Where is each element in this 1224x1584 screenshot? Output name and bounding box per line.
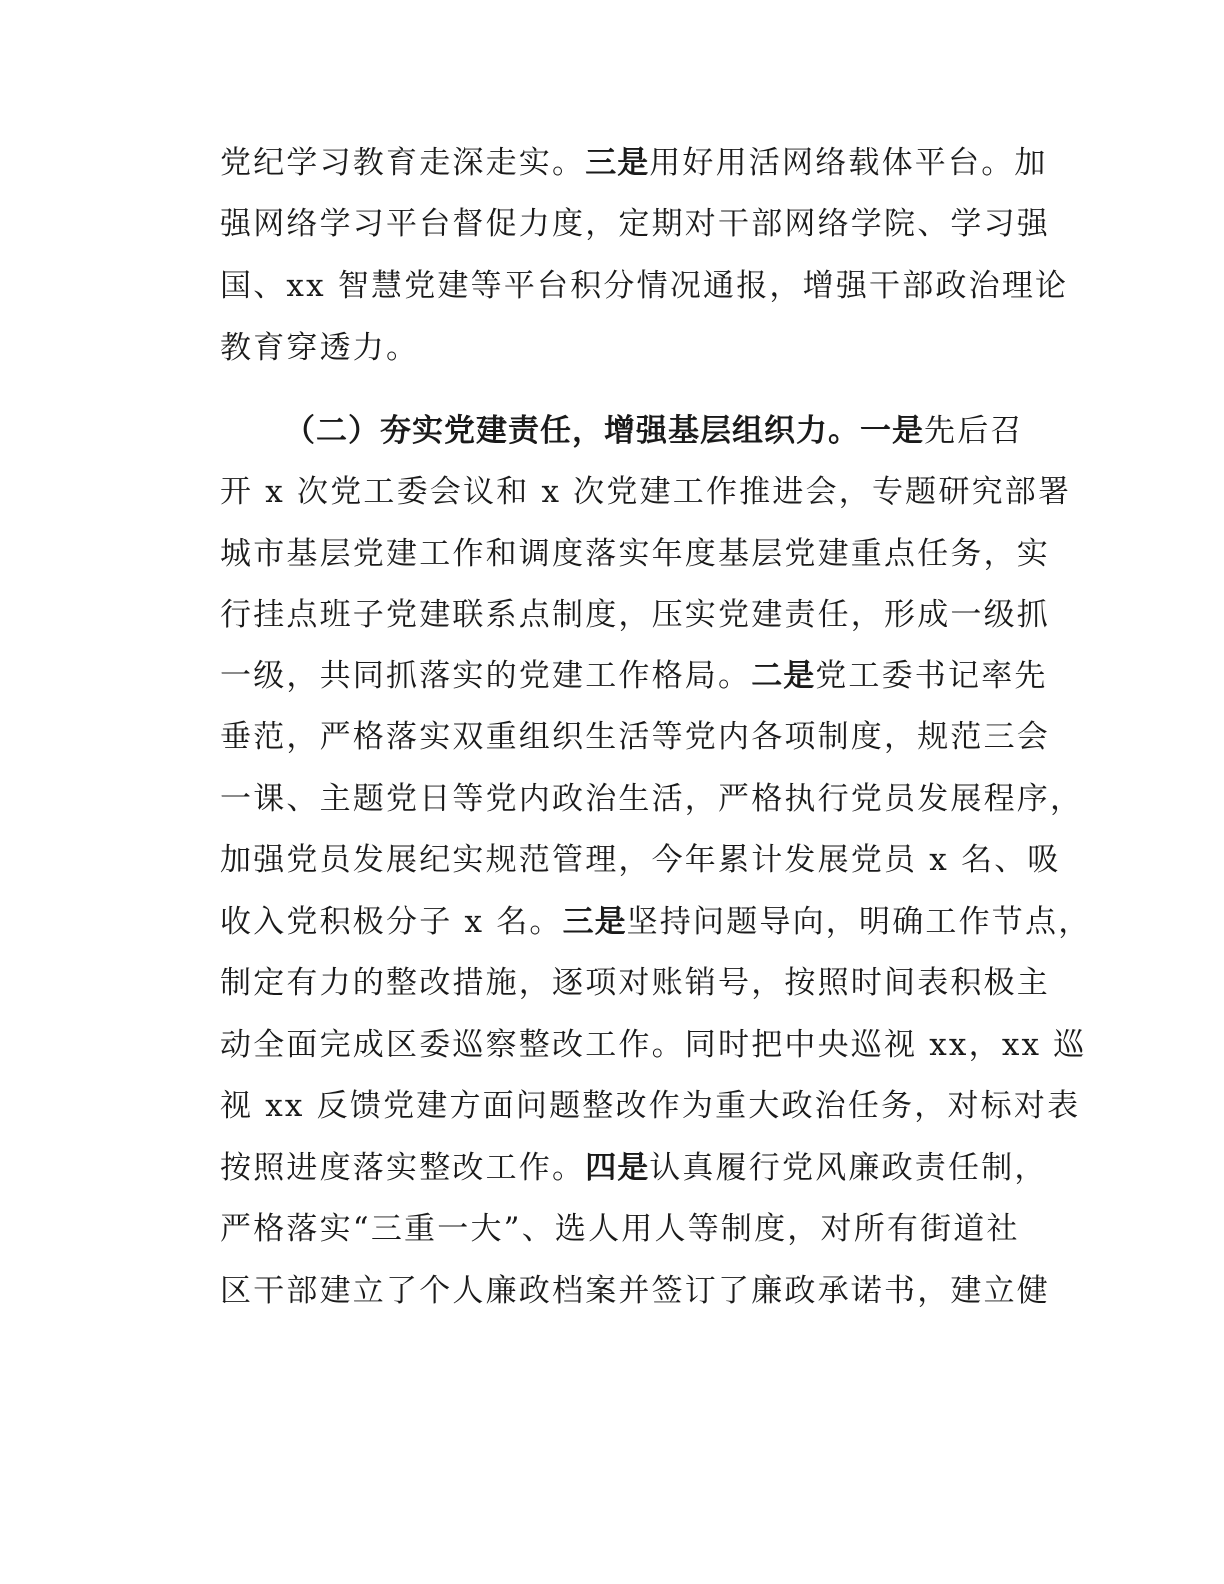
text-run: 先后召	[924, 413, 1024, 449]
text-run: 制定有力的整改措施，逐项对账销号，按照时间表积极主	[220, 965, 1050, 1001]
text-line	[220, 645, 1048, 707]
text-run: 认真履行党风廉政责任制，	[649, 1150, 1048, 1186]
text-run: 动全面完成区委巡察整改工作。同时把中央巡视 xx，xx 巡	[220, 1027, 1087, 1063]
text-line	[220, 255, 1069, 317]
text-run: 城市基层党建工作和调度落实年度基层党建重点任务，实	[220, 536, 1050, 572]
bold-text-run: 四是	[585, 1150, 650, 1186]
bold-text-run: （二）夯实党建责任，增强基层组织力。一是	[284, 413, 924, 449]
text-run: 教育穿透力。	[220, 330, 420, 366]
text-run: 党纪学习教育走深走实。	[220, 145, 586, 181]
text-line	[220, 193, 1050, 255]
text-line	[220, 952, 1050, 1014]
text-run: 强网络学习平台督促力度，定期对干部网络学院、学习强	[220, 206, 1050, 242]
section-heading-line	[284, 400, 1030, 462]
text-run: 坚持问题导向，明确工作节点，	[626, 904, 1092, 940]
bold-text-run: 三是	[585, 145, 650, 181]
text-run: 按照进度落实整改工作。	[220, 1150, 586, 1186]
text-line	[220, 1014, 1087, 1076]
text-run: 国、xx 智慧党建等平台积分情况通报，增强干部政治理论	[220, 268, 1069, 304]
text-line	[220, 706, 1050, 768]
text-line	[220, 1198, 1030, 1260]
text-run: 视 xx 反馈党建方面问题整改作为重大政治任务，对标对表	[220, 1088, 1081, 1124]
text-line	[220, 1137, 1048, 1199]
text-run: 收入党积极分子 x 名。	[220, 904, 563, 940]
text-run: 行挂点班子党建联系点制度，压实党建责任，形成一级抓	[220, 597, 1050, 633]
text-line	[220, 829, 1061, 891]
text-line	[220, 1075, 1081, 1137]
text-line	[220, 768, 1084, 830]
text-line	[220, 317, 1030, 379]
text-run: 区干部建立了个人廉政档案并签订了廉政承诺书，建立健	[220, 1273, 1050, 1309]
text-run: 一级，共同抓落实的党建工作格局。	[220, 658, 752, 694]
text-line	[220, 584, 1050, 646]
text-run: 用好用活网络载体平台。加	[649, 145, 1048, 181]
text-run: 开 x 次党工委会议和 x 次党建工作推进会，专题研究部署	[220, 474, 1072, 510]
text-run: 加强党员发展纪实规范管理，今年累计发展党员 x 名、吸	[220, 842, 1061, 878]
text-run: 严格落实“三重一大”、选人用人等制度，对所有街道社	[220, 1211, 1020, 1247]
text-line	[220, 461, 1072, 523]
text-line	[220, 523, 1050, 585]
text-run: 一课、主题党日等党内政治生活，严格执行党员发展程序，	[220, 781, 1084, 817]
bold-text-run: 三是	[562, 904, 627, 940]
bold-text-run: 二是	[751, 658, 816, 694]
text-run: 垂范，严格落实双重组织生活等党内各项制度，规范三会	[220, 719, 1050, 755]
text-line	[220, 132, 1048, 194]
text-run: 党工委书记率先	[815, 658, 1048, 694]
text-line	[220, 891, 1092, 953]
text-line	[220, 1260, 1050, 1322]
